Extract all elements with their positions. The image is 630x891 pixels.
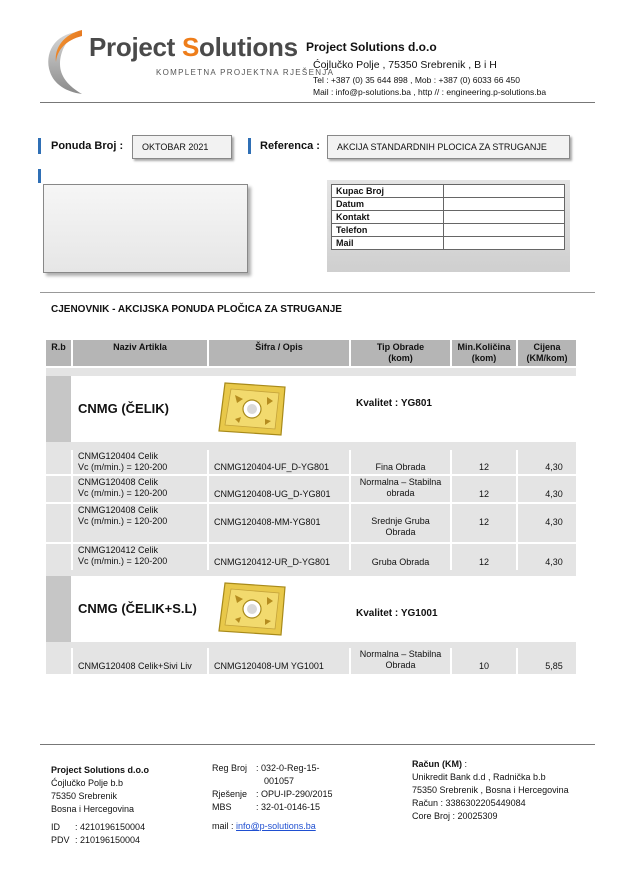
item-name: CNMG120412 Celik Vc (m/min.) = 120-200 <box>73 544 207 570</box>
row-number-cell <box>46 476 71 502</box>
offer-number-label: Ponuda Broj : <box>51 140 124 152</box>
item-price: 5,85 <box>518 648 576 674</box>
footer-address-3: Bosna i Hercegovina <box>51 804 135 814</box>
mail-field[interactable] <box>444 237 565 250</box>
rjesenje-label: Rješenje <box>212 789 248 799</box>
footer-id-block <box>51 821 145 847</box>
pdv-label: PDV <box>51 835 70 845</box>
bank-address: 75350 Srebrenik , Bosna i Hercegovina <box>412 785 569 795</box>
accent-bar <box>248 138 251 154</box>
footer-address-1: Ćojlučko Polje b.b <box>51 778 124 788</box>
item-code: CNMG120408-UM YG1001 <box>209 648 349 674</box>
item-type: Srednje Gruba Obrada <box>351 504 450 542</box>
item-code: CNMG120412-UR_D-YG801 <box>209 544 349 570</box>
id-label: ID <box>51 822 60 832</box>
empty-cell <box>452 576 516 642</box>
footer-mail <box>212 820 316 833</box>
row-number-cell <box>46 504 71 542</box>
mail-link[interactable]: info@p-solutions.ba <box>236 821 316 831</box>
footer-address-2: 75350 Srebrenik <box>51 791 118 801</box>
id-value: : 4210196150004 <box>75 822 146 832</box>
col-header-code: Šifra / Opis <box>209 340 349 366</box>
footer-company-block <box>51 764 149 816</box>
item-code: CNMG120408-UG_D-YG801 <box>209 476 349 502</box>
customer-number-field[interactable] <box>444 185 565 198</box>
item-price: 4,30 <box>518 450 576 474</box>
date-field[interactable] <box>444 198 565 211</box>
company-phones: Tel : +387 (0) 35 644 898 , Mob : +387 (0) 6033 66 450 <box>313 75 520 85</box>
footer-registration-block <box>212 762 333 814</box>
contact-field[interactable] <box>444 211 565 224</box>
item-code: CNMG120408-MM-YG801 <box>209 504 349 542</box>
footer-bank-block: Račun (KM) : Unikredit Bank d.d , Radnička b.b 75350 Srebrenik , Bosna i Hercegovina Račun : 3386302205449084 Core Broj : 20025309 <box>412 759 569 821</box>
empty-cell <box>452 376 516 442</box>
rjesenje-value: : OPU-IP-290/2015 <box>256 789 333 799</box>
quality-yg1001: Kvalitet : YG1001 <box>351 576 450 642</box>
table-spacer <box>46 442 576 450</box>
footer-divider <box>40 744 595 745</box>
section-divider <box>40 292 595 293</box>
price-list-title: CJENOVNIK - AKCIJSKA PONUDA PLOČICA ZA STRUGANJE <box>51 304 342 315</box>
mail-label: mail : <box>212 821 234 831</box>
cnmg-insert-icon <box>215 379 291 439</box>
col-header-name: Naziv Artikla <box>73 340 207 366</box>
row-number-cell <box>46 376 71 442</box>
item-type: Normalna – Stabilna Obrada <box>351 648 450 674</box>
pdv-value: : 210196150004 <box>75 835 141 845</box>
item-name: CNMG120408 Celik+Sivi Liv <box>73 648 207 674</box>
phone-field[interactable] <box>444 224 565 237</box>
empty-cell <box>518 376 576 442</box>
logo-swoosh-icon <box>44 28 84 96</box>
col-header-type: Tip Obrade (kom) <box>351 340 450 366</box>
item-code: CNMG120404-UF_D-YG801 <box>209 450 349 474</box>
category-cnmg-celik: CNMG (ČELIK) <box>73 376 207 442</box>
item-type: Normalna – Stabilna obrada <box>351 476 450 502</box>
bank-name: Unikredit Bank d.d , Radnička b.b <box>412 772 546 782</box>
info-row-customer-number: Kupac Broj <box>332 185 565 198</box>
company-address: Ćojlučko Polje , 75350 Srebrenik , B i H <box>313 59 497 71</box>
company-mail: Mail : info@p-solutions.ba , http // : engineering.p-solutions.ba <box>313 87 547 97</box>
row-number-cell <box>46 576 71 642</box>
item-qty: 12 <box>452 504 516 542</box>
item-price: 4,30 <box>518 504 576 542</box>
info-row-mail: Mail <box>332 237 565 250</box>
table-spacer <box>46 368 576 376</box>
info-row-phone: Telefon <box>332 224 565 237</box>
header-divider <box>40 102 595 103</box>
insert-image-cell <box>209 376 349 442</box>
cnmg-insert-icon <box>215 579 291 639</box>
item-qty: 12 <box>452 476 516 502</box>
accent-bar <box>38 169 41 183</box>
mbs-value: : 32-01-0146-15 <box>256 802 321 812</box>
reference-field[interactable]: AKCIJA STANDARDNIH PLOCICA ZA STRUGANJE <box>327 135 570 159</box>
reg-value: : 032-0-Reg-15- <box>256 763 320 773</box>
item-name: CNMG120408 Celik Vc (m/min.) = 120-200 <box>73 476 207 502</box>
logo-wordmark: Project Solutions <box>89 32 298 62</box>
item-qty: 10 <box>452 648 516 674</box>
item-type: Gruba Obrada <box>351 544 450 570</box>
account-number: Račun : 3386302205449084 <box>412 798 526 808</box>
col-header-qty: Min.Količina (kom) <box>452 340 516 366</box>
reg-label: Reg Broj <box>212 763 248 773</box>
info-row-date: Datum <box>332 198 565 211</box>
item-qty: 12 <box>452 450 516 474</box>
logo-tagline: KOMPLETNA PROJEKTNA RJEŠENJA <box>156 68 335 77</box>
mbs-label: MBS <box>212 802 232 812</box>
item-name: CNMG120408 Celik Vc (m/min.) = 120-200 <box>73 504 207 542</box>
company-name: Project Solutions d.o.o <box>306 40 437 54</box>
category-cnmg-celik-sl: CNMG (ČELIK+S.L) <box>73 576 207 642</box>
empty-cell <box>518 576 576 642</box>
footer-company-name: Project Solutions d.o.o <box>51 765 150 775</box>
item-price: 4,30 <box>518 544 576 570</box>
account-title: Račun (KM) <box>412 759 462 769</box>
client-info-panel <box>327 180 570 272</box>
core-number: Core Broj : 20025309 <box>412 811 498 821</box>
item-name: CNMG120404 Celik Vc (m/min.) = 120-200 <box>73 450 207 474</box>
insert-image-cell <box>209 576 349 642</box>
offer-number-field[interactable]: OKTOBAR 2021 <box>132 135 232 159</box>
item-price: 4,30 <box>518 476 576 502</box>
reference-label: Referenca : <box>260 140 320 152</box>
reg-value-cont: 001057 <box>264 776 295 786</box>
row-number-cell <box>46 648 71 674</box>
col-header-price: Cijena (KM/kom) <box>518 340 576 366</box>
item-qty: 12 <box>452 544 516 570</box>
client-address-box[interactable] <box>43 184 248 273</box>
info-row-contact: Kontakt <box>332 211 565 224</box>
accent-bar <box>38 138 41 154</box>
col-header-rb: R.b <box>46 340 71 366</box>
client-info-table <box>331 184 565 250</box>
quality-yg801: Kvalitet : YG801 <box>351 376 450 442</box>
item-type: Fina Obrada <box>351 450 450 474</box>
row-number-cell <box>46 450 71 474</box>
row-number-cell <box>46 544 71 570</box>
company-logo <box>44 26 335 96</box>
